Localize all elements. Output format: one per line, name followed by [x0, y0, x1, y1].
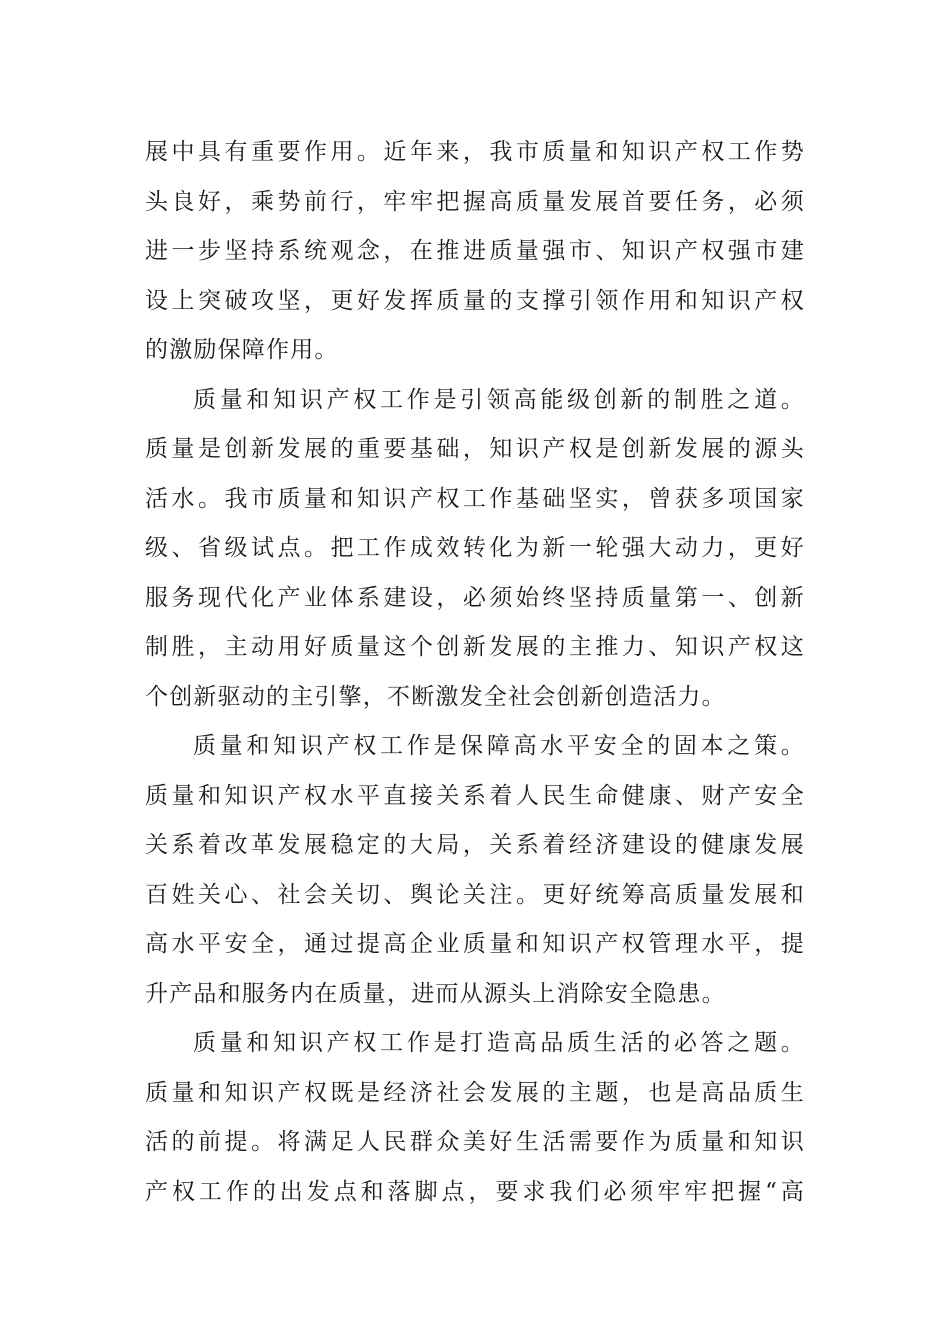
text-line: 个创新驱动的主引擎，不断激发全社会创新创造活力。: [145, 683, 726, 710]
text-line: 级、省级试点。把工作成效转化为新一轮强大动力，更好: [145, 535, 805, 561]
text-line: 质量和知识产权水平直接关系着人民生命健康、财产安全: [145, 782, 805, 809]
text-line: 服务现代化产业体系建设，必须始终坚持质量第一、创新: [145, 584, 805, 611]
document-body: [145, 128, 805, 1217]
text-line: 设上突破攻坚，更好发挥质量的支撑引领作用和知识产权: [145, 287, 805, 314]
text-line: 制胜，主动用好质量这个创新发展的主推力、知识产权这: [145, 634, 805, 660]
text-line: 的激励保障作用。: [145, 337, 339, 363]
text-line: 质量是创新发展的重要基础，知识产权是创新发展的源头: [145, 436, 805, 462]
text-line: 展中具有重要作用。近年来，我市质量和知识产权工作势: [145, 139, 805, 165]
text-line: 高水平安全，通过提高企业质量和知识产权管理水平，提: [145, 931, 805, 957]
paragraph-lead-line: 质量和知识产权工作是保障高水平安全的固本之策。: [193, 733, 805, 759]
text-line: 百姓关心、社会关切、舆论关注。更好统筹高质量发展和: [145, 881, 805, 908]
text-line: 头良好，乘势前行，牢牢把握高质量发展首要任务，必须: [145, 188, 805, 215]
text-line: 活水。我市质量和知识产权工作基础坚实，曾获多项国家: [145, 485, 805, 512]
text-line: 进一步坚持系统观念，在推进质量强市、知识产权强市建: [145, 238, 805, 264]
text-line: 产权工作的出发点和落脚点，要求我们必须牢牢把握“高: [145, 1178, 805, 1205]
text-line: 质量和知识产权既是经济社会发展的主题，也是高品质生: [145, 1079, 805, 1106]
paragraph-lead-line: 质量和知识产权工作是引领高能级创新的制胜之道。: [193, 386, 805, 413]
paragraph-lead-line: 质量和知识产权工作是打造高品质生活的必答之题。: [193, 1030, 805, 1056]
text-line: 关系着改革发展稳定的大局，关系着经济建设的健康发展: [145, 832, 805, 858]
text-line: 活的前提。将满足人民群众美好生活需要作为质量和知识: [145, 1129, 805, 1155]
text-line: 升产品和服务内在质量，进而从源头上消除安全隐患。: [145, 980, 726, 1007]
